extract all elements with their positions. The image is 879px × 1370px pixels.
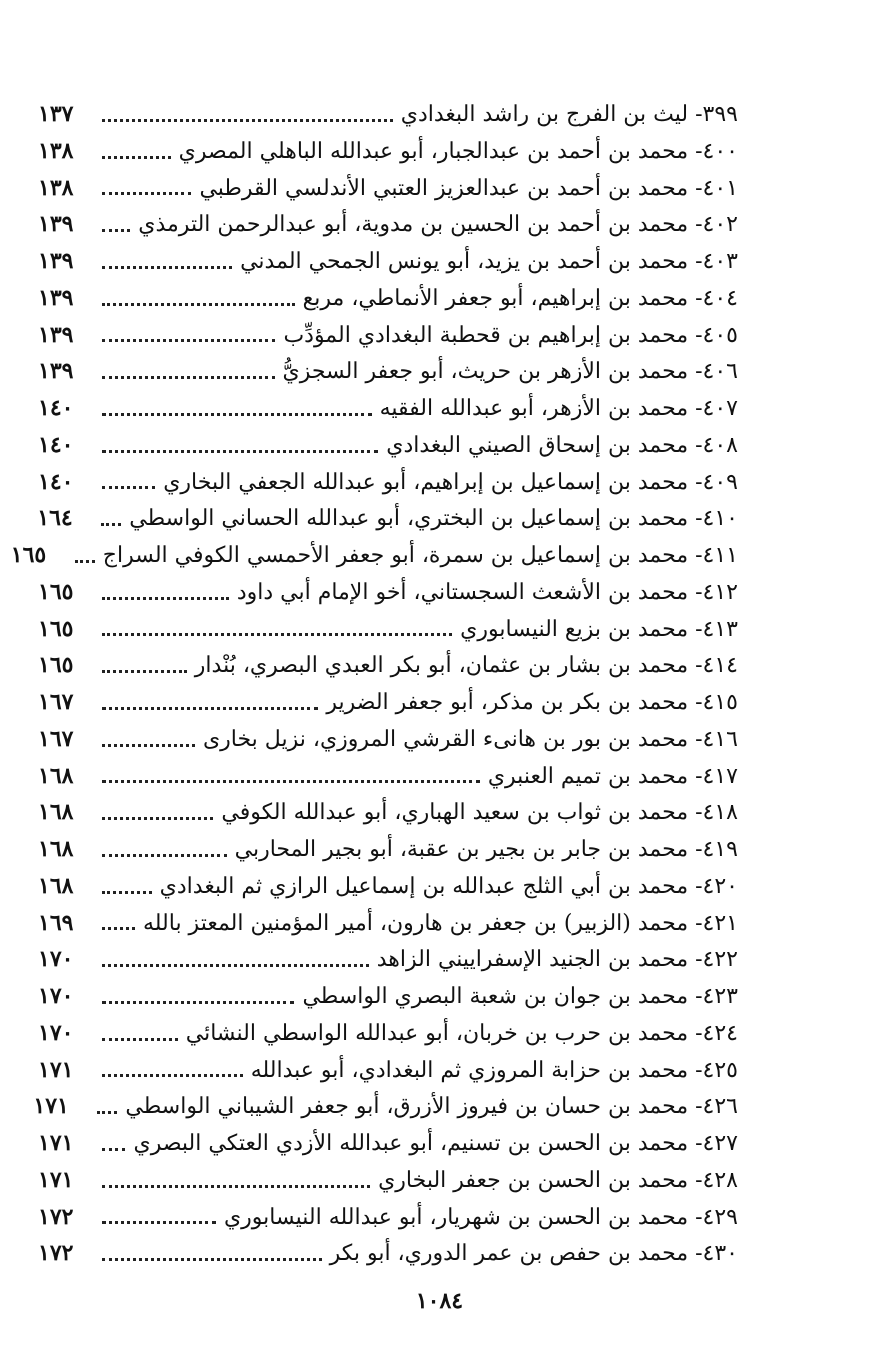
toc-entry bbox=[38, 684, 738, 721]
dot-leader bbox=[102, 376, 275, 379]
toc-entry bbox=[38, 794, 738, 831]
entry-title: ٤١٣- محمد بن بزيع النيسابوري bbox=[460, 616, 738, 642]
entry-page-number: ١٦٨ bbox=[38, 799, 74, 826]
entry-title: ٤٠٢- محمد بن أحمد بن الحسين بن مدوية، أبو عبدالرحمن الترمذي bbox=[138, 212, 738, 238]
entry-title: ٤٢٩- محمد بن الحسن بن شهريار، أبو عبدالله النيسابوري bbox=[223, 1204, 738, 1230]
dot-leader bbox=[102, 229, 130, 232]
toc-entry bbox=[38, 1015, 738, 1052]
entry-title: ٤٢١- محمد (الزبير) بن جعفر بن هارون، أمير المؤمنين المعتز بالله bbox=[142, 910, 738, 936]
dot-leader bbox=[102, 156, 171, 159]
toc-entry bbox=[38, 758, 738, 795]
entry-page-number: ١٣٩ bbox=[38, 284, 74, 311]
page-number: ١٠٨٤ bbox=[415, 1288, 464, 1314]
entry-page-number: ١٦٥ bbox=[10, 542, 47, 568]
dot-leader bbox=[102, 1148, 125, 1151]
entry-page-number: ١٧١ bbox=[38, 1166, 74, 1193]
entry-page-number: ١٧١ bbox=[33, 1093, 69, 1120]
dot-leader bbox=[102, 854, 227, 857]
entry-title: ٤٠٥- محمد بن إبراهيم بن قحطبة البغدادي المؤدِّب bbox=[283, 322, 738, 348]
toc-entry bbox=[38, 206, 738, 243]
toc-entry bbox=[38, 941, 738, 978]
entry-title: ٤٠٤- محمد بن إبراهيم، أبو جعفر الأنماطي، مربع bbox=[302, 285, 738, 311]
toc-entry bbox=[38, 978, 738, 1015]
entry-page-number: ١٧٠ bbox=[38, 1019, 74, 1046]
entry-page-number: ١٣٩ bbox=[38, 248, 74, 274]
dot-leader bbox=[102, 119, 393, 122]
entry-title: ٤٠٣- محمد بن أحمد بن يزيد، أبو يونس الجمحي المدني bbox=[240, 249, 738, 274]
entry-page-number: ١٣٨ bbox=[38, 174, 74, 201]
dot-leader bbox=[102, 339, 275, 342]
toc-entry bbox=[38, 427, 738, 464]
dot-leader bbox=[102, 1001, 294, 1004]
dot-leader bbox=[102, 891, 152, 894]
toc-entry bbox=[38, 1235, 738, 1272]
entry-page-number: ١٦٥ bbox=[38, 652, 74, 679]
dot-leader bbox=[102, 1038, 178, 1041]
toc-entry bbox=[38, 1162, 738, 1199]
entry-page-number: ١٧١ bbox=[38, 1056, 74, 1083]
entry-title: ٤٣٠- محمد بن حفص بن عمر الدوري، أبو بكر bbox=[329, 1241, 738, 1267]
entry-page-number: ١٦٧ bbox=[38, 689, 74, 715]
toc-entry bbox=[10, 537, 738, 574]
dot-leader bbox=[102, 964, 369, 967]
entry-page-number: ١٧٢ bbox=[38, 1203, 74, 1230]
entry-title: ٤١٤- محمد بن بشار بن عثمان، أبو بكر العبدي البصري، بُنْدار bbox=[194, 653, 738, 679]
toc-entry bbox=[38, 96, 738, 133]
entry-page-number: ١٤٠ bbox=[38, 468, 74, 495]
toc-entry bbox=[38, 574, 738, 611]
toc-entry bbox=[38, 721, 738, 758]
table-of-contents bbox=[10, 96, 738, 1272]
entry-title: ٤٢٦- محمد بن حسان بن فيروز الأزرق، أبو جعفر الشيباني الواسطي bbox=[125, 1094, 738, 1120]
toc-entry bbox=[38, 831, 738, 868]
entry-page-number: ١٤٠ bbox=[38, 431, 74, 458]
entry-page-number: ١٦٨ bbox=[38, 872, 74, 899]
entry-title: ٤١٦- محمد بن بور بن هانىء القرشي المروزي، نزيل بخارى bbox=[202, 726, 738, 752]
dot-leader bbox=[102, 670, 187, 673]
dot-leader bbox=[102, 1221, 216, 1224]
entry-page-number: ١٦٥ bbox=[38, 578, 74, 605]
entry-title: ٤١٩- محمد بن جابر بن بجير بن عقبة، أبو بجير المحاربي bbox=[234, 837, 738, 862]
toc-entry bbox=[38, 500, 738, 537]
entry-page-number: ١٣٩ bbox=[38, 211, 74, 238]
entry-title: ٤١٢- محمد بن الأشعث السجستاني، أخو الإمام أبي داود bbox=[236, 579, 738, 605]
entry-page-number: ١٦٨ bbox=[38, 836, 74, 862]
entry-title: ٤١٨- محمد بن ثواب بن سعيد الهباري، أبو عبدالله الكوفي bbox=[221, 800, 738, 826]
entry-title: ٤٠٠- محمد بن أحمد بن عبدالجبار، أبو عبدالله الباهلي المصري bbox=[178, 138, 738, 164]
dot-leader bbox=[102, 486, 155, 489]
entry-title: ٤٠٨- محمد بن إسحاق الصيني البغدادي bbox=[386, 432, 738, 458]
dot-leader bbox=[102, 450, 378, 453]
dot-leader bbox=[102, 303, 295, 306]
entry-page-number: ١٦٤ bbox=[37, 505, 73, 532]
entry-page-number: ١٦٧ bbox=[38, 725, 74, 752]
entry-page-number: ١٣٩ bbox=[38, 358, 74, 385]
toc-entry bbox=[33, 1088, 738, 1125]
entry-page-number: ١٤٠ bbox=[38, 395, 74, 421]
entry-title: ٤٠٧- محمد بن الأزهر، أبو عبدالله الفقيه bbox=[379, 396, 738, 421]
toc-entry bbox=[38, 647, 738, 684]
entry-page-number: ١٧١ bbox=[38, 1130, 74, 1156]
toc-entry bbox=[38, 170, 738, 207]
toc-entry bbox=[38, 1199, 738, 1236]
entry-title: ٤٠٦- محمد بن الأزهر بن حريث، أبو جعفر السجزيُّ bbox=[282, 359, 738, 385]
entry-title: ٤٢٢- محمد بن الجنيد الإسفراييني الزاهد bbox=[376, 947, 738, 973]
dot-leader bbox=[102, 707, 318, 710]
entry-page-number: ١٧٢ bbox=[38, 1240, 74, 1267]
dot-leader bbox=[102, 597, 229, 600]
entry-title: ٤١١- محمد بن إسماعيل بن سمرة، أبو جعفر الأحمسي الكوفي السراج bbox=[102, 543, 738, 568]
toc-entry bbox=[38, 390, 738, 427]
entry-title: ٤٢٤- محمد بن حرب بن خربان، أبو عبدالله الواسطي النشائي bbox=[185, 1020, 738, 1046]
entry-title: ٤٢٣- محمد بن جوان بن شعبة البصري الواسطي bbox=[302, 984, 738, 1009]
entry-title: ٤٢٥- محمد بن حزابة المروزي ثم البغدادي، أبو عبدالله bbox=[250, 1057, 738, 1083]
entry-title: ٤٠٩- محمد بن إسماعيل بن إبراهيم، أبو عبدالله الجعفي البخاري bbox=[163, 469, 738, 495]
dot-leader bbox=[97, 1111, 117, 1114]
dot-leader bbox=[75, 560, 95, 563]
dot-leader bbox=[102, 744, 195, 747]
entry-page-number: ١٣٧ bbox=[38, 101, 74, 127]
entry-page-number: ١٦٥ bbox=[38, 615, 74, 642]
toc-entry bbox=[38, 868, 738, 905]
dot-leader bbox=[102, 817, 213, 820]
entry-title: ٤١٧- محمد بن تميم العنبري bbox=[487, 763, 738, 789]
dot-leader bbox=[102, 1185, 370, 1188]
toc-entry bbox=[38, 133, 738, 170]
toc-entry bbox=[38, 1125, 738, 1162]
dot-leader bbox=[102, 780, 480, 783]
entry-page-number: ١٦٨ bbox=[38, 762, 74, 789]
entry-page-number: ١٦٩ bbox=[38, 909, 74, 936]
toc-entry bbox=[38, 464, 738, 501]
entry-page-number: ١٣٩ bbox=[38, 321, 74, 348]
entry-title: ٤١٠- محمد بن إسماعيل بن البختري، أبو عبدالله الحساني الواسطي bbox=[129, 506, 738, 532]
dot-leader bbox=[101, 523, 121, 526]
entry-title: ٤٢٧- محمد بن الحسن بن تسنيم، أبو عبدالله الأزدي العتكي البصري bbox=[133, 1131, 738, 1156]
entry-title: ٤٢٠- محمد بن أبي الثلج عبدالله بن إسماعيل الرازي ثم البغدادي bbox=[159, 873, 738, 899]
toc-entry bbox=[38, 1052, 738, 1089]
dot-leader bbox=[102, 413, 372, 416]
entry-page-number: ١٣٨ bbox=[38, 137, 74, 164]
dot-leader bbox=[102, 1258, 322, 1261]
dot-leader bbox=[102, 927, 135, 930]
toc-entry bbox=[38, 353, 738, 390]
dot-leader bbox=[102, 1074, 243, 1077]
toc-entry bbox=[38, 317, 738, 354]
toc-entry bbox=[38, 280, 738, 317]
toc-entry bbox=[38, 611, 738, 648]
entry-title: ٤٢٨- محمد بن الحسن بن جعفر البخاري bbox=[378, 1167, 738, 1193]
entry-title: ٣٩٩- ليث بن الفرج بن راشد البغدادي bbox=[400, 102, 738, 127]
entry-title: ٤١٥- محمد بن بكر بن مذكر، أبو جعفر الضرير bbox=[326, 690, 738, 715]
entry-page-number: ١٧٠ bbox=[38, 983, 74, 1009]
dot-leader bbox=[102, 633, 452, 636]
toc-entry bbox=[38, 243, 738, 280]
toc-entry bbox=[38, 905, 738, 942]
entry-title: ٤٠١- محمد بن أحمد بن عبدالعزيز العتبي الأندلسي القرطبي bbox=[199, 175, 738, 201]
entry-page-number: ١٧٠ bbox=[38, 946, 74, 973]
dot-leader bbox=[102, 266, 232, 269]
dot-leader bbox=[102, 192, 191, 195]
